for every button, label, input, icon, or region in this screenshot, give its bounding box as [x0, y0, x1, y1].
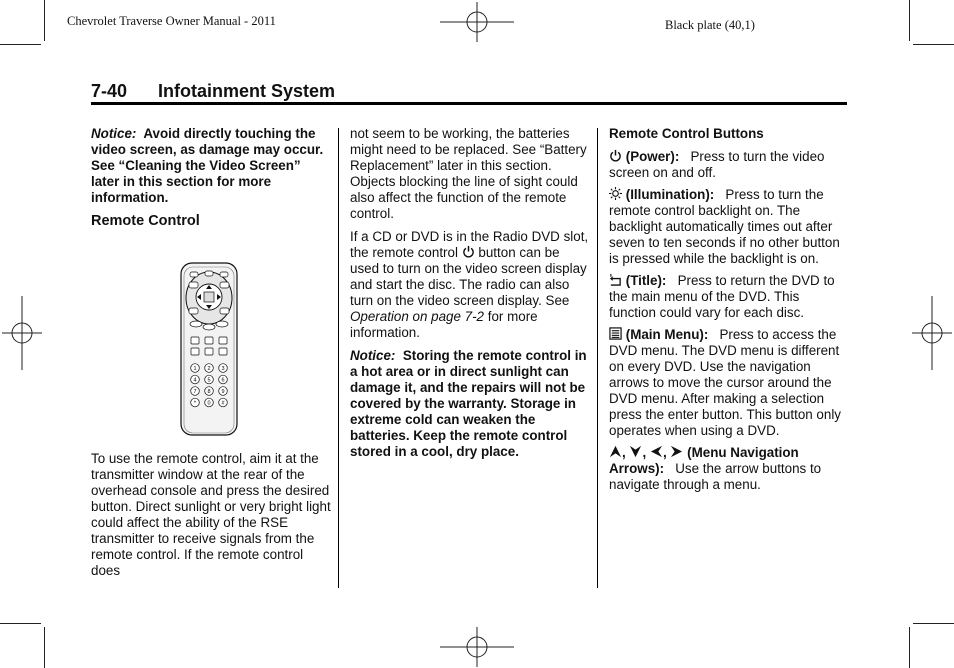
- navigation-arrows-item: [609, 445, 847, 493]
- notice-label: Notice:: [350, 348, 396, 363]
- col2-paragraph-1: not seem to be working, the batteries might need to be replaced. See “Battery Replacement” later in this section. Objects blocking the line of sight could also affect the function of the remote control.: [350, 126, 587, 221]
- crop-mark: [0, 44, 41, 45]
- column-3: [609, 126, 847, 493]
- notice-text: Avoid directly touching the video screen, as damage may occur. See “Cleaning the Video Screen” later in this section for more information.: [91, 126, 324, 205]
- column-1: [91, 126, 331, 229]
- col2-p2-c: for more information.: [350, 309, 538, 340]
- power-item: [609, 149, 847, 181]
- crop-mark: [0, 623, 41, 624]
- crop-mark: [913, 44, 954, 45]
- remote-keypad-label: 7: [193, 389, 197, 395]
- arrow-up-icon: [609, 445, 622, 458]
- remote-keypad-label: *: [193, 400, 197, 407]
- manual-title: Chevrolet Traverse Owner Manual - 2011: [67, 14, 276, 28]
- separator: ,: [642, 445, 647, 460]
- remote-keypad-label: 9: [221, 389, 225, 395]
- crop-mark: [909, 0, 910, 41]
- power-icon: [609, 149, 622, 162]
- remote-keypad-label: 4: [193, 377, 197, 384]
- registration-mark: [440, 627, 514, 667]
- registration-mark: [912, 296, 952, 370]
- main-menu-text: Press to access the DVD menu. The DVD menu is different on every DVD. Use the navigation arrows to move the cursor around the DVD menu. After making a selection press the enter button. This button only operates when using a DVD.: [609, 327, 842, 438]
- title-text: Press to return the DVD to the main menu of the DVD. This function could vary for each disc.: [609, 273, 835, 320]
- navigation-arrows-label: (Menu Navigation Arrows):: [609, 445, 799, 476]
- illumination-item: [609, 187, 847, 267]
- arrow-right-icon: [670, 445, 683, 458]
- notice-text: Storing the remote control in a hot area or in direct sunlight can damage it, and the repairs will not be covered by the warranty. Storage in extreme cold can weaken the batteries. Keep the remote control stored in a cool, dry place.: [350, 348, 587, 459]
- plate-label: Black plate (40,1): [665, 18, 755, 32]
- col2-p2-b: button can be used to turn on the video screen display and start the disc. The radio can also turn on the video screen display. See: [350, 245, 587, 308]
- crop-mark: [44, 0, 45, 41]
- registration-mark: [2, 296, 42, 370]
- crop-mark: [909, 627, 910, 668]
- main-menu-label: (Main Menu):: [625, 327, 709, 342]
- crop-mark: [913, 623, 954, 624]
- remote-keypad-label: 1: [193, 366, 197, 372]
- column-1-body: [91, 451, 331, 579]
- illumination-icon: [609, 187, 622, 200]
- remote-keypad-label: 5: [207, 377, 211, 384]
- remote-control-illustration: [180, 262, 238, 436]
- remote-keypad-label: 8: [207, 389, 211, 395]
- arrow-down-icon: [629, 445, 642, 458]
- separator: ,: [622, 445, 626, 460]
- title-item: [609, 273, 847, 321]
- notice-paragraph: [91, 126, 331, 206]
- navigation-arrows-text: Use the arrow buttons to navigate through a menu.: [609, 461, 822, 492]
- notice-label: Notice:: [91, 126, 137, 141]
- col2-paragraph-2: [350, 229, 590, 341]
- power-text: Press to turn the video screen on and off.: [609, 149, 825, 180]
- remote-keypad-label: 2: [207, 366, 211, 372]
- section-number: 7-40: [91, 81, 128, 101]
- remote-keypad-label: #: [221, 400, 225, 407]
- remote-keypad-label: 0: [207, 400, 211, 407]
- arrow-left-icon: [650, 445, 663, 458]
- col2-p2-a: If a CD or DVD is in the Radio DVD slot, the remote control: [350, 229, 589, 260]
- main-menu-item: [609, 327, 847, 439]
- remote-keypad-label: 3: [221, 366, 225, 372]
- section-rule: [91, 102, 847, 105]
- col2-notice-paragraph: [350, 348, 590, 460]
- section-title: Infotainment System: [158, 81, 336, 101]
- main-menu-icon: [609, 327, 622, 340]
- power-label: (Power):: [625, 149, 680, 164]
- title-icon: [609, 273, 622, 286]
- remote-keypad-label: 6: [221, 377, 225, 384]
- column-divider: [597, 128, 598, 588]
- operation-page-link[interactable]: Operation on page 7-2: [350, 309, 485, 324]
- illumination-text: Press to turn the remote control backlight on. The backlight automatically times out after seven to ten seconds if no other button is pressed while the backlight is on.: [609, 187, 840, 266]
- registration-mark: [440, 2, 514, 42]
- crop-mark: [44, 627, 45, 668]
- column-divider: [338, 128, 339, 588]
- column-2: [350, 126, 590, 460]
- power-icon: [462, 245, 475, 258]
- illumination-label: (Illumination):: [625, 187, 715, 202]
- remote-buttons-heading: Remote Control Buttons: [609, 126, 764, 141]
- remote-control-paragraph: To use the remote control, aim it at the transmitter window at the rear of the overhead console and press the desired button. Direct sunlight or very bright light could affect the ability of the RSE transmitter to receive signals from the remote control. If the remote control does: [91, 451, 331, 578]
- remote-control-heading: Remote Control: [91, 213, 200, 229]
- separator: ,: [662, 445, 667, 460]
- title-label: (Title):: [625, 273, 667, 288]
